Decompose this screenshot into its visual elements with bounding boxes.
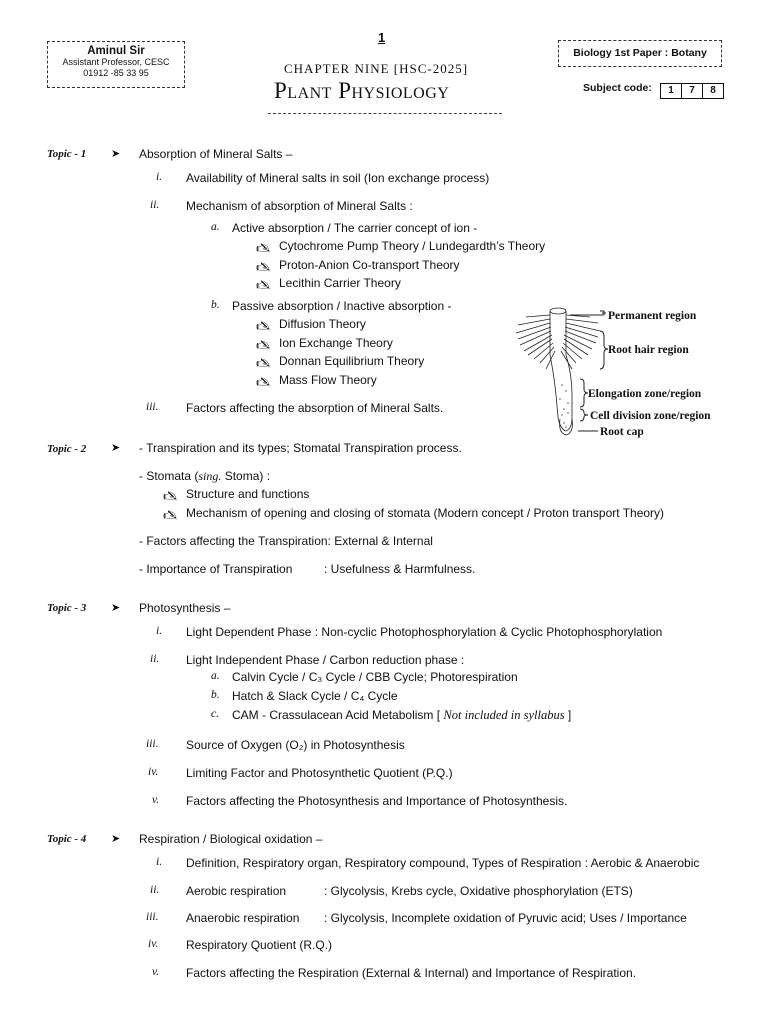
roman-marker: iv. [148,766,159,778]
topic-2-line-4-right: : Usefulness & Harmfulness. [324,562,476,576]
topic-3-item-iv: Limiting Factor and Photosynthetic Quotient (P.Q.) [186,766,453,780]
topic-4-heading: Respiration / Biological oxidation – [139,832,323,846]
stomata-item: Structure and functions [186,487,310,501]
topic-1-b-item: Ion Exchange Theory [279,336,393,350]
roman-marker: ii. [150,199,160,211]
alpha-marker: b. [211,299,220,311]
topic-2-line-3: - Factors affecting the Transpiration: External & Internal [139,534,433,548]
pointing-hand-icon: 🖎 [256,278,271,292]
topic-3-item-a: Calvin Cycle / C₃ Cycle / CBB Cycle; Photorespiration [232,670,518,684]
topic-3-item-i: Light Dependent Phase : Non-cyclic Photophosphorylation & Cyclic Photophosphorylation [186,625,663,639]
topic-1-item-a: Active absorption / The carrier concept of ion - [232,221,478,235]
syllabus-note: Not included in syllabus [443,708,565,722]
roman-marker: iii. [146,401,159,413]
topic-2-stomata [139,469,270,484]
stomata-item: Mechanism of opening and closing of stomata (Modern concept / Proton transport Theory) [186,506,665,520]
topic-4-item-iv: Respiratory Quotient (R.Q.) [186,938,333,952]
topic-1-label: Topic - 1 [47,148,87,160]
roman-marker: v. [152,794,160,806]
pointing-hand-icon: 🖎 [256,375,271,389]
topic-4-item-ii-left: Aerobic respiration [186,884,287,898]
alpha-marker: a. [211,221,220,233]
topic-3-item-ii: Light Independent Phase / Carbon reduction phase : [186,653,465,667]
stomata-prefix: - Stomata ( [139,469,199,483]
topic-4-item-iii-right: : Glycolysis, Incomplete oxidation of Pyruvic acid; Uses / Importance [324,911,687,925]
topic-4-item-iii-left: Anaerobic respiration [186,911,300,925]
topic-4-item-v: Factors affecting the Respiration (External & Internal) and Importance of Respiration. [186,966,637,980]
title-divider [268,113,502,114]
alpha-marker: a. [211,670,220,682]
roman-marker: i. [156,856,163,868]
author-name: Aminul Sir [87,45,145,57]
subject-box: Biology 1st Paper : Botany [558,40,722,67]
topic-1-b-item: Diffusion Theory [279,317,366,331]
topic-1-item-i: Availability of Mineral salts in soil (Ion exchange process) [186,171,490,185]
pointing-hand-icon: 🖎 [256,241,271,255]
subject-code-label: Subject code: [583,82,652,94]
author-box [47,41,185,88]
topic-3-heading: Photosynthesis – [139,601,231,615]
topic-1-heading: Absorption of Mineral Salts – [139,147,293,161]
topic-1-a-item: Lecithin Carrier Theory [279,276,401,290]
arrow-icon: ➤ [111,148,121,160]
subject-code-digit: 7 [681,83,703,99]
pointing-hand-icon: 🖎 [163,489,178,503]
figure-label: Root cap [600,426,644,438]
author-phone: 01912 -85 33 95 [83,68,149,78]
topic-2-line-1: - Transpiration and its types; Stomatal Transpiration process. [139,441,462,455]
subject-code-digit: 8 [702,83,724,99]
figure-label: Permanent region [608,310,697,322]
figure-label: Cell division zone/region [590,410,711,422]
topic-1-b-item: Donnan Equilibrium Theory [279,354,425,368]
roman-marker: i. [156,171,163,183]
roman-marker: iii. [146,911,159,923]
topic-3-item-c [232,708,571,723]
author-title: Assistant Professor, CESC [62,57,170,67]
roman-marker: ii. [150,653,160,665]
topic-3-item-iii: Source of Oxygen (O₂) in Photosynthesis [186,738,405,752]
cam-text: CAM - Crassulacean Acid Metabolism [ [232,708,444,722]
roman-marker: ii. [150,884,160,896]
subject-code-boxes [661,83,724,99]
topic-4-item-ii-right: : Glycolysis, Krebs cycle, Oxidative phosphorylation (ETS) [324,884,633,898]
topic-3-item-v: Factors affecting the Photosynthesis and Importance of Photosynthesis. [186,794,568,808]
cam-bracket: ] [564,708,572,722]
pointing-hand-icon: 🖎 [163,508,178,522]
roman-marker: iii. [146,738,159,750]
topic-1-a-item: Proton-Anion Co-transport Theory [279,258,460,272]
topic-2-label: Topic - 2 [47,443,87,455]
topic-1-item-b: Passive absorption / Inactive absorption - [232,299,452,313]
roman-marker: v. [152,966,160,978]
root-zones-diagram [514,305,728,440]
topic-3-label: Topic - 3 [47,602,87,614]
topic-1-item-ii: Mechanism of absorption of Mineral Salts : [186,199,413,213]
roman-marker: iv. [148,938,159,950]
pointing-hand-icon: 🖎 [256,319,271,333]
alpha-marker: b. [211,689,220,701]
stomata-sing: sing. [198,469,222,483]
pointing-hand-icon: 🖎 [256,338,271,352]
topic-4-label: Topic - 4 [47,833,87,845]
stomata-suffix: Stoma) : [221,469,271,483]
topic-3-item-b: Hatch & Slack Cycle / C₄ Cycle [232,689,398,703]
arrow-icon: ➤ [111,833,121,845]
topic-1-a-item: Cytochrome Pump Theory / Lundegardth’s Theory [279,239,546,253]
figure-label: Root hair region [608,344,689,356]
roman-marker: i. [156,625,163,637]
topic-1-b-item: Mass Flow Theory [279,373,377,387]
page-number: 1 [378,30,386,45]
topic-4-item-i: Definition, Respiratory organ, Respiratory compound, Types of Respiration : Aerobic & Anaerobic [186,856,700,870]
topic-2-line-4-left: - Importance of Transpiration [139,562,293,576]
pointing-hand-icon: 🖎 [256,260,271,274]
topic-1-item-iii: Factors affecting the absorption of Mineral Salts. [186,401,444,415]
chapter-heading: CHAPTER NINE [HSC-2025] [284,61,469,76]
pointing-hand-icon: 🖎 [256,356,271,370]
arrow-icon: ➤ [111,442,121,454]
figure-label: Elongation zone/region [588,388,702,400]
arrow-icon: ➤ [111,602,121,614]
subject-code-digit: 1 [660,83,682,99]
page-title: Plant Physiology [274,78,450,103]
alpha-marker: c. [211,708,219,720]
